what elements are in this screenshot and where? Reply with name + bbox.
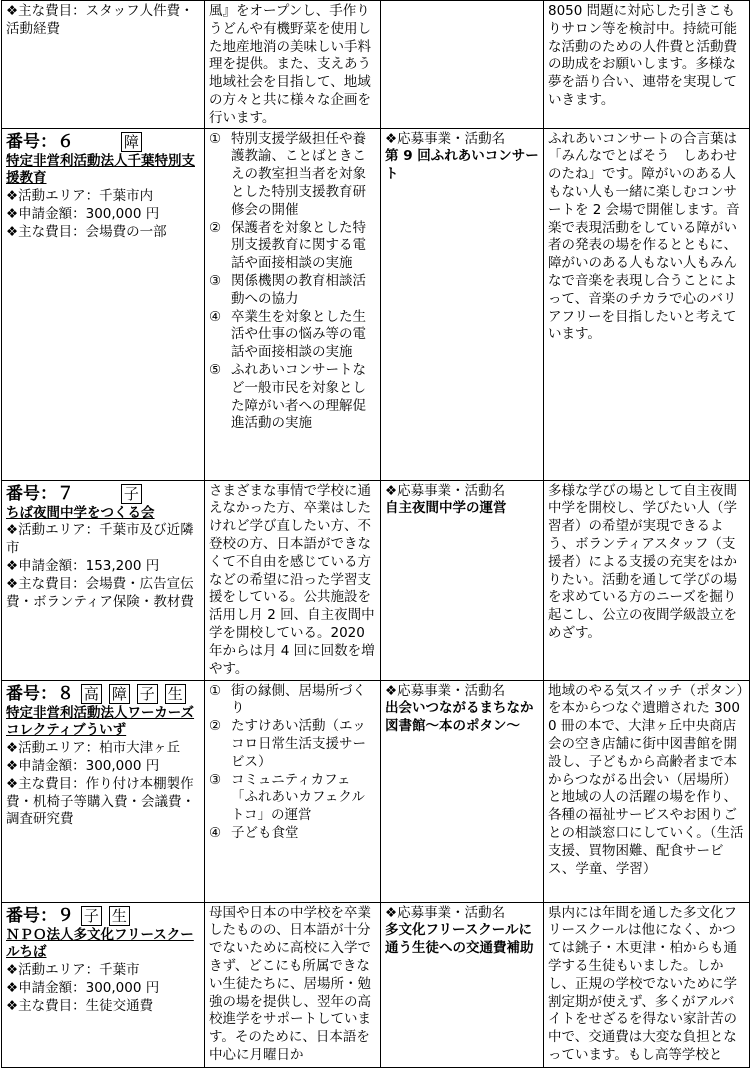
activity-description-cell: [205, 128, 381, 480]
requested-amount: ❖申請金額：153,200 円: [6, 557, 160, 574]
category-tag: 子: [137, 684, 158, 704]
category-tag: 障: [109, 684, 130, 704]
project-summary-cell: [544, 128, 750, 480]
category-tag: 障: [121, 132, 142, 152]
activity-description-cell: [205, 480, 381, 680]
project-title: 多文化フリースクールに通う生徒への交通費補助: [385, 922, 534, 957]
project-summary: 県内には年間を通した多文化フリースクールは他になく、かつては銚子・木更津・柏からも通学する生徒もいました。しかし、正規の学校でないために学割定期が使えず、多くがアルバイトをせざるを得ない家計苦の中で、交通費は大変な負担となっています。もし高等学校と: [548, 904, 737, 1063]
activity-list: [209, 683, 376, 843]
category-tag: 生: [109, 906, 130, 926]
project-title: 自主夜間中学の運営: [385, 500, 507, 517]
activity-list: [209, 131, 376, 434]
activity-area: ❖活動エリア：千葉市内: [6, 188, 154, 205]
project-summary-cell: [544, 680, 750, 902]
list-item: ⑤ ふれあいコンサートなど一般市民を対象とした障がい者への理解促進活動の実施: [209, 361, 366, 432]
list-item: ④ 卒業生を対象とした生活や仕事の悩み等の電話や面接相談の実施: [209, 308, 366, 361]
activity-description-cell: [205, 1, 381, 129]
table-row: [2, 902, 750, 1067]
table-row: [2, 680, 750, 902]
project-title: 出会いつながるまちなか図書館～本のポタン～: [385, 700, 534, 735]
activity-description: さまざまな事情で学校に通えなかった方、卒業はしたけれど学び直したい方、不登校の方、日本語ができなくて不自由を感じている方などの希望に沿った学習支援をしている。公共施設を活用し月 2 回、自主夜間中学を開校している。2020 年からは月 4 回に回数を増やす。: [209, 482, 375, 677]
category-tag: 子: [81, 906, 102, 926]
table-row: [2, 480, 750, 680]
org-info-cell: [2, 680, 205, 902]
project-summary: ふれあいコンサートの合言葉は「みんなでとばそう しあわせのたね」です。障がいのある人もない人も一緒に楽しむコンサートを 2 会場で開催します。音楽で表現活動をしている障がい者の発表の場を作るとともに、障がいのある人もない人もみんなで音楽を表現し合うことによって、音楽のチカラで心のバリアフリーを目指したいと考えています。: [548, 130, 740, 343]
list-item: ① 特別支援学級担任や養護教諭、ことばときこえの教室担当者を対象とした特別支援教育研修会の開催: [209, 130, 366, 218]
project-label: ❖応募事業・活動名: [385, 482, 506, 499]
requested-amount: ❖申請金額：300,000 円: [6, 979, 160, 996]
project-label: ❖応募事業・活動名: [385, 682, 506, 699]
activity-area: ❖活動エリア：柏市大津ヶ丘: [6, 740, 181, 757]
entry-number: 番号：７ 子: [6, 483, 200, 505]
entry-number: 番号：９ 子 生: [6, 905, 200, 927]
requested-amount: ❖申請金額：300,000 円: [6, 757, 160, 774]
project-name-cell: [381, 680, 544, 902]
main-cost-items: ❖主な費目：生徒交通費: [6, 997, 154, 1014]
organization-name: 特定非営利活動法人ワーカーズコレクティブういず: [6, 704, 195, 739]
entry-number: 番号：６ 障: [6, 131, 200, 153]
project-title: 第 9 回ふれあいコンサート: [385, 148, 539, 183]
main-cost-items: ❖主な費目：会場費の一部: [6, 223, 167, 240]
activity-description-cell: [205, 902, 381, 1067]
project-name-cell: [381, 902, 544, 1067]
org-info-cell: [2, 902, 205, 1067]
activity-description: 風』をオープンし、手作りうどんや有機野菜を使用した地産地消の美味しい手料理を提供。また、支えあう地域社会を目指して、地域の方々と共に様々な企画を行います。: [209, 3, 371, 126]
main-cost-items: ❖主な費目：作り付け本棚製作費・机椅子等購入費・会議費・調査研究費: [6, 775, 195, 828]
list-item: ③ コミュニティカフェ「ふれあいカフェクルトコ」の運営: [209, 771, 365, 824]
org-info-cell: [2, 1, 205, 129]
project-summary-cell: [544, 1, 750, 129]
project-label: ❖応募事業・活動名: [385, 130, 506, 147]
cost-line: ❖主な費目：スタッフ人件費・活動経費: [6, 3, 194, 37]
grant-application-table: [1, 0, 750, 1068]
table-row: [2, 1, 750, 129]
category-tag: 生: [165, 684, 186, 704]
org-info-cell: [2, 480, 205, 680]
activity-description-cell: [205, 680, 381, 902]
activity-area: ❖活動エリア：千葉市: [6, 962, 140, 979]
category-tag: 高: [81, 684, 102, 704]
requested-amount: ❖申請金額：300,000 円: [6, 205, 160, 222]
project-summary-cell: [544, 902, 750, 1067]
org-info-cell: [2, 128, 205, 480]
project-summary: 8050 問題に対応した引きこもりサロン等を検討中。持続可能な活動のための人件費と活動費の助成をお願いします。多様な夢を語り合い、連帯を実現していきます。: [548, 3, 737, 108]
list-item: ② たすけあい活動（エッコロ日常生活支援サービス）: [209, 718, 366, 770]
activity-description: 母国や日本の中学校を卒業したものの、日本語が十分でないために高校に入学できず、どこにも所属できない生徒たちに、居場所・勉強の場を提供し、翌年の高校進学をサポートしています。そのために、日本語を中心に月曜日か: [209, 904, 371, 1063]
category-tag: 子: [121, 484, 142, 504]
project-summary: 多様な学びの場として自主夜間中学を開校し、学びたい人（学習者）の希望が実現できるよう、ボランティアスタッフ（支援者）による支援の充実をはかりたい。活動を通して学びの場を求めている方のニーズを掘り起こし、公立の夜間学級設立をめざす。: [548, 482, 737, 641]
project-label: ❖応募事業・活動名: [385, 904, 506, 921]
main-cost-items: ❖主な費目：会場費・広告宣伝費・ボランティア保険・教材費: [6, 575, 194, 610]
project-summary-cell: [544, 480, 750, 680]
list-item: ④ 子ども食堂: [209, 824, 299, 841]
list-item: ① 街の縁側、居場所づくり: [209, 682, 366, 717]
organization-name: ちば夜間中学をつくる会: [6, 504, 155, 521]
table-row: [2, 128, 750, 480]
project-name-cell: [381, 1, 544, 129]
organization-name: ＮＰＯ法人多文化フリースクールちば: [6, 926, 194, 961]
organization-name: 特定非営利活動法人千葉特別支援教育: [6, 152, 195, 187]
project-name-cell: [381, 128, 544, 480]
activity-area: ❖活動エリア：千葉市及び近隣市: [6, 522, 194, 557]
list-item: ③ 関係機関の教育相談活動への協力: [209, 272, 366, 307]
project-name-cell: [381, 480, 544, 680]
list-item: ② 保護者を対象とした特別支援教育に関する電話や面接相談の実施: [209, 219, 366, 272]
entry-number: 番号：８ 高 障 子 生: [6, 683, 200, 705]
project-summary: 地域のやる気スイッチ（ポタン）を本からつなぐ遺贈された 3000 冊の本で、大津ヶ丘中央商店会の空き店舗に街中図書館を開設し、子どもから高齢者まで本からつながる出会い（居場所）と地域の人の活躍の場を作り、各種の福祉サービスやお困りごとの相談窓口にしていく。（生活支援、買物困難、配食サービス、学童、学習）: [548, 682, 744, 877]
